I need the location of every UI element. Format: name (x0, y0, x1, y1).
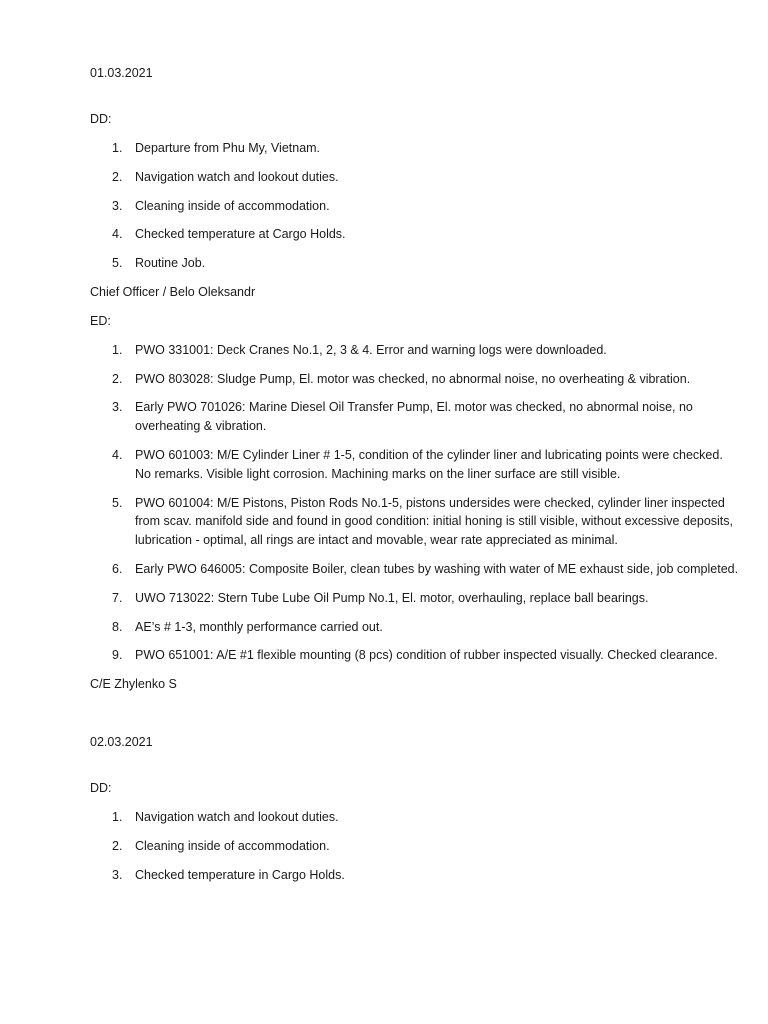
list-number: 6. (112, 561, 123, 576)
list-item-text: Checked temperature at Cargo Holds. (135, 227, 346, 242)
dd-label: DD: (90, 780, 112, 795)
list-number: 4. (112, 227, 123, 242)
list-number: 1. (112, 141, 123, 155)
dd-list (90, 808, 740, 884)
list-item-text: Departure from Phu My, Vietnam. (135, 141, 321, 155)
list-number: 1. (112, 342, 123, 357)
list-item-text: Navigation watch and lookout duties. (135, 169, 339, 184)
list-item (90, 254, 740, 273)
list-number: 1. (112, 809, 123, 824)
list-number: 7. (112, 590, 123, 605)
list-item (90, 225, 740, 244)
list-item-text: Routine Job. (135, 256, 206, 271)
list-number: 3. (112, 400, 123, 415)
list-item (90, 646, 740, 665)
list-item-text: AE’s # 1-3, monthly performance carried out. (135, 619, 383, 634)
ed-list (90, 341, 740, 665)
list-number: 5. (112, 256, 123, 271)
ed-label: ED: (90, 313, 111, 328)
list-item (90, 370, 740, 389)
list-item (90, 197, 740, 216)
list-item-text: Early PWO 701026: Marine Diesel Oil Transfer Pump, El. motor was checked, no abnormal noise, no overheating & vibration. (135, 400, 693, 434)
list-item-text: PWO 651001: A/E #1 flexible mounting (8 pcs) condition of rubber inspected visually. Checked clearance. (135, 648, 718, 663)
list-item-text: Checked temperature in Cargo Holds. (135, 867, 345, 882)
list-item (90, 560, 740, 579)
list-number: 9. (112, 648, 123, 663)
entry-date: 02.03.2021 (90, 734, 153, 749)
list-item (90, 808, 740, 827)
list-item-text: Cleaning inside of accommodation. (135, 838, 330, 853)
list-item (90, 446, 740, 484)
list-item (90, 494, 740, 550)
list-item (90, 618, 740, 637)
list-number: 4. (112, 447, 123, 462)
list-item-text: Early PWO 646005: Composite Boiler, clean tubes by washing with water of ME exhaust side, job completed. (135, 561, 739, 576)
list-number: 5. (112, 495, 123, 510)
list-item (90, 589, 740, 608)
list-item-text: Cleaning inside of accommodation. (135, 198, 330, 213)
list-item (90, 866, 740, 885)
list-item-text: UWO 713022: Stern Tube Lube Oil Pump No.1, El. motor, overhauling, replace ball bearings. (135, 590, 649, 605)
list-item-text: PWO 331001: Deck Cranes No.1, 2, 3 & 4. Error and warning logs were downloaded. (135, 342, 607, 357)
ed-signature: C/E Zhylenko S (90, 677, 177, 692)
dd-label: DD: (90, 112, 112, 126)
list-item (90, 398, 740, 436)
list-item-text: Navigation watch and lookout duties. (135, 809, 339, 824)
entry-date: 01.03.2021 (90, 66, 153, 80)
dd-signature: Chief Officer / Belo Oleksandr (90, 284, 256, 299)
list-number: 3. (112, 867, 123, 882)
list-number: 2. (112, 838, 123, 853)
list-item-text: PWO 601003: M/E Cylinder Liner # 1-5, condition of the cylinder liner and lubricating points were checked. No remarks. Visible light corrosion. Machining marks on the liner surface are still visible. (135, 447, 723, 481)
list-item (90, 168, 740, 187)
list-item-text: PWO 803028: Sludge Pump, El. motor was checked, no abnormal noise, no overheating & vibration. (135, 371, 691, 386)
dd-list (90, 139, 740, 273)
list-item (90, 837, 740, 856)
list-number: 2. (112, 371, 123, 386)
document-page (90, 64, 740, 884)
list-item (90, 341, 740, 360)
list-number: 3. (112, 198, 123, 213)
list-number: 8. (112, 619, 123, 634)
list-item (90, 139, 740, 158)
list-item-text: PWO 601004: M/E Pistons, Piston Rods No.1-5, pistons undersides were checked, cylinder liner inspected from scav. manifold side and found in good condition: initial honing is still visible, without excessive deposits, lubrication - optimal, all rings are intact and movable, wear rate appreciated as minimal. (135, 495, 734, 548)
list-number: 2. (112, 169, 123, 184)
